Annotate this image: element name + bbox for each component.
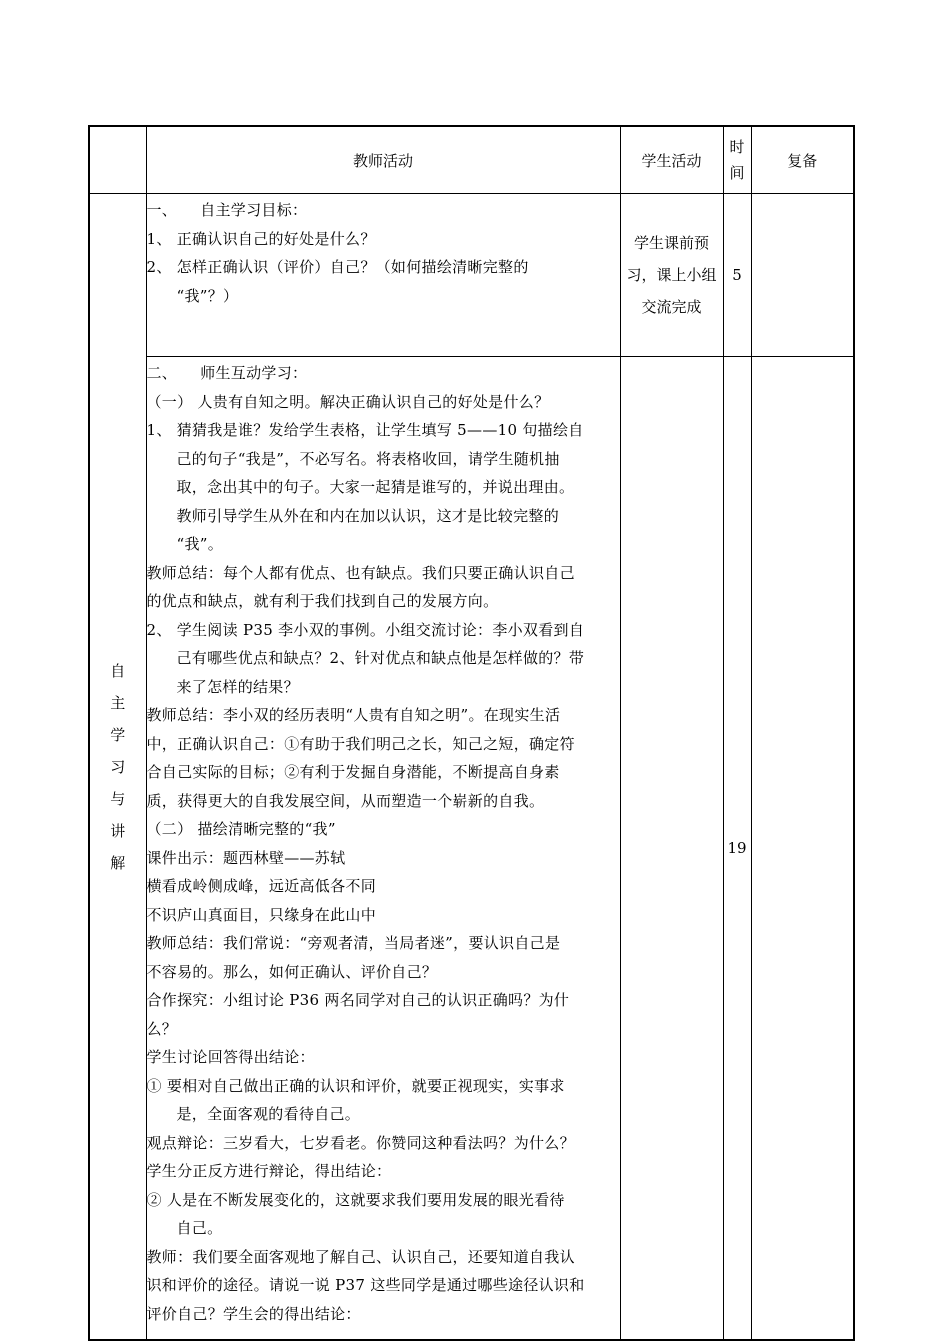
text-line: 不容易的。那么，如何正确认、评价自己？ xyxy=(146,962,438,981)
header-row xyxy=(89,126,854,194)
text-line: 评价自己？学生会的得出结论： xyxy=(146,1304,361,1323)
text-line: 课件出示：题西林壁——苏轼 xyxy=(146,848,346,867)
interaction-time: 19 xyxy=(723,357,751,1341)
text-line: 观点辩论：三岁看大，七岁看老。你赞同这种看法吗？为什么？ xyxy=(146,1133,575,1152)
subsection-heading: （二） 描绘清晰完整的“我” xyxy=(146,820,336,838)
poem-line: 横看成岭侧成峰，远近高低各不同 xyxy=(146,877,377,895)
text-line: 识和评价的途径。请说一说 P37 这些同学是通过哪些途径认识和 xyxy=(146,1276,585,1294)
header-time-char: 时 xyxy=(729,138,745,156)
text-line: 质，获得更大的自我发展空间，从而塑造一个崭新的自我。 xyxy=(146,791,545,810)
text-line: 己的句子“我是”，不必写名。将表格收回，请学生随机抽 xyxy=(176,449,560,468)
text-line: 么？ xyxy=(146,1019,178,1038)
header-student-activity: 学生活动 xyxy=(620,126,723,194)
student-activity-line: 习，课上小组 xyxy=(626,266,717,284)
objective-item-cont: “我”？） xyxy=(176,286,239,305)
text-line: 取，念出其中的句子。大家一起猜是谁写的，并说出理由。 xyxy=(176,478,575,496)
text-line: 合自己实际的目标；②有利于发掘自身潜能，不断提高自身素 xyxy=(146,763,560,781)
text-line: 中，正确认识自己：①有助于我们明己之长，知己之短，确定符 xyxy=(146,734,575,753)
objectives-review-cell xyxy=(751,194,854,357)
text-line: 2、 学生阅读 P35 李小双的事例。小组交流讨论：李小双看到自 xyxy=(146,620,585,639)
interaction-student-cell xyxy=(620,357,723,1341)
section-label-char: 与 xyxy=(110,789,126,808)
text-line: ① 要相对自己做出正确的认识和评价，就要正视现实，实事求 xyxy=(146,1076,565,1095)
text-line: “我”。 xyxy=(176,535,224,553)
section-label-char: 讲 xyxy=(110,821,126,840)
text-line: 己有哪些优点和缺点？2、针对优点和缺点他是怎样做的？带 xyxy=(176,649,585,667)
header-teacher-activity: 教师活动 xyxy=(146,126,620,194)
text-line: 教师引导学生从外在和内在加以认识，这才是比较完整的 xyxy=(176,506,560,525)
student-activity-line: 学生课前预 xyxy=(633,234,709,252)
objectives-row xyxy=(89,194,854,357)
text-line: 教师总结：每个人都有优点、也有缺点。我们只要正确认识自己 xyxy=(146,563,575,582)
objectives-time: 5 xyxy=(723,194,751,357)
text-line: 1、 猜猜我是谁？发给学生表格，让学生填写 5——10 句描绘自 xyxy=(146,421,584,439)
objectives-teacher-cell xyxy=(146,194,620,357)
text-line: 是，全面客观的看待自己。 xyxy=(176,1105,361,1123)
text-line: 学生分正反方进行辩论，得出结论： xyxy=(146,1162,392,1180)
subsection-heading: （一） 人贵有自知之明。解决正确认识自己的好处是什么？ xyxy=(146,392,550,411)
header-blank-cell xyxy=(89,126,146,194)
text-line: 合作探究：小组讨论 P36 两名同学对自己的认识正确吗？为什 xyxy=(146,991,570,1009)
text-line: 教师总结：李小双的经历表明“人贵有自知之明”。在现实生活 xyxy=(146,706,561,724)
section-label xyxy=(89,194,146,1341)
objective-item: 2、 怎样正确认识（评价）自己？（如何描绘清晰完整的 xyxy=(146,258,529,276)
text-line: 自己。 xyxy=(176,1219,223,1237)
student-activity-line: 交流完成 xyxy=(641,298,702,316)
section-label-char: 主 xyxy=(110,693,126,712)
header-review: 复备 xyxy=(751,126,854,194)
poem-line: 不识庐山真面目，只缘身在此山中 xyxy=(146,905,377,924)
section-label-char: 习 xyxy=(110,757,126,776)
interaction-review-cell xyxy=(751,357,854,1341)
text-line: 教师：我们要全面客观地了解自己、认识自己，还要知道自我认 xyxy=(146,1247,575,1266)
objectives-student-cell xyxy=(620,194,723,357)
text-line: ② 人是在不断发展变化的，这就要求我们要用发展的眼光看待 xyxy=(146,1190,565,1209)
header-time-char: 间 xyxy=(729,164,745,182)
interaction-row xyxy=(89,357,854,1341)
text-line: 的优点和缺点，就有利于我们找到自己的发展方向。 xyxy=(146,592,499,610)
section-heading: 二、 师生互动学习： xyxy=(146,364,308,382)
objectives-heading: 一、 自主学习目标： xyxy=(146,201,308,219)
header-time xyxy=(723,126,751,194)
interaction-teacher-cell xyxy=(146,357,620,1341)
objective-item: 1、 正确认识自己的好处是什么？ xyxy=(146,229,376,248)
text-line: 学生讨论回答得出结论： xyxy=(146,1048,315,1066)
text-line: 教师总结：我们常说：“旁观者清，当局者迷”，要认识自己是 xyxy=(146,934,561,952)
text-line: 来了怎样的结果？ xyxy=(176,677,299,696)
section-label-char: 学 xyxy=(110,725,126,744)
section-label-char: 解 xyxy=(110,853,126,872)
section-label-char: 自 xyxy=(110,661,126,680)
lesson-plan-table xyxy=(88,125,855,1341)
